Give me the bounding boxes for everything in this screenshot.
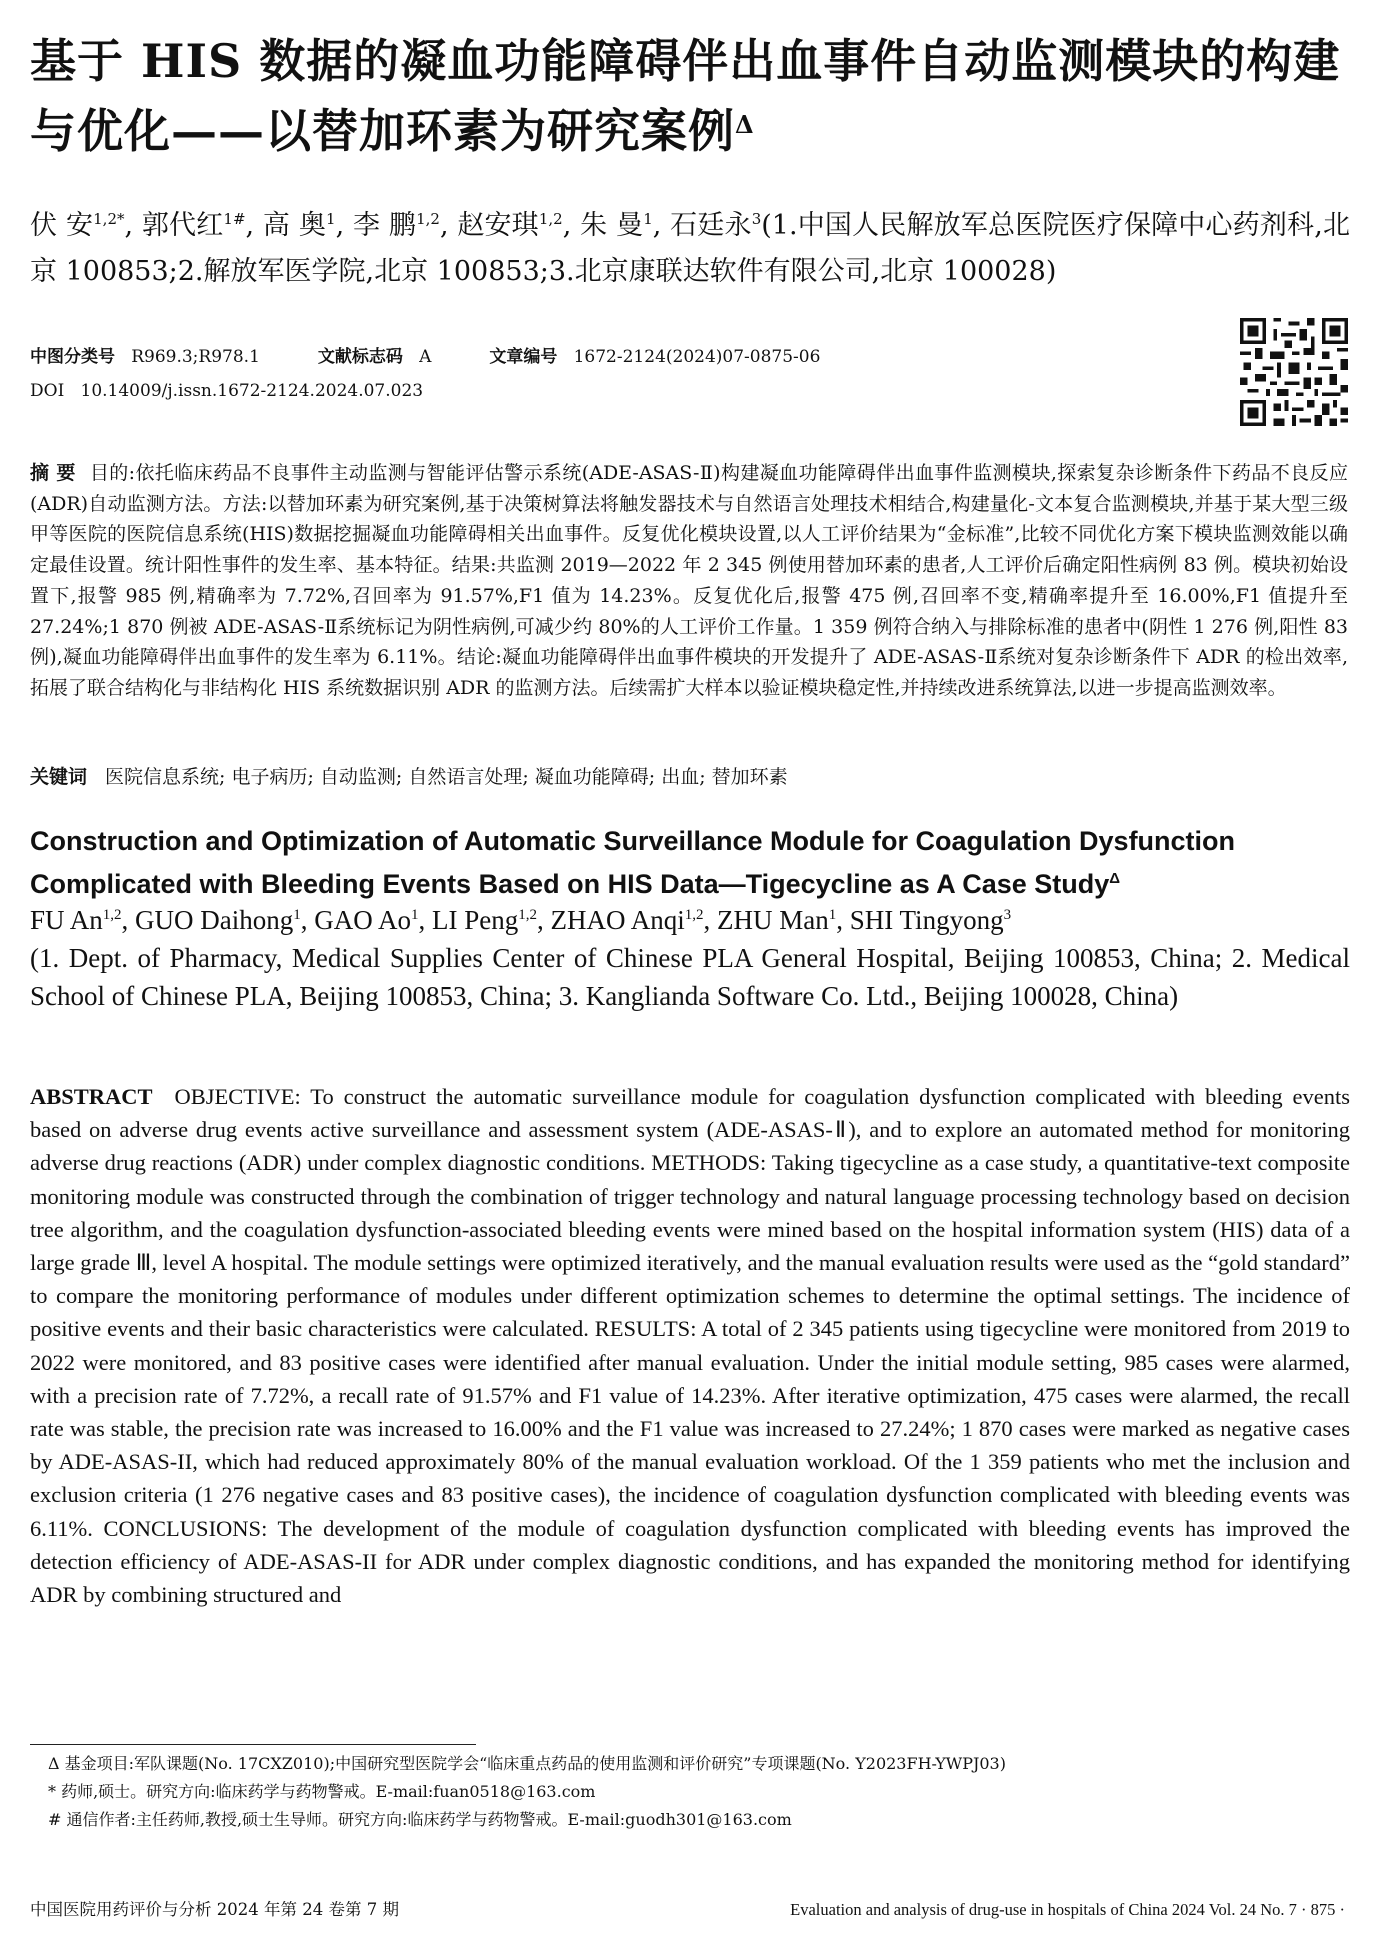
doi-value: 10.14009/j.issn.1672-2124.2024.07.023 xyxy=(80,381,424,401)
chinese-keywords-text: 医院信息系统; 电子病历; 自动监测; 自然语言处理; 凝血功能障碍; 出血; 替加环素 xyxy=(105,766,788,788)
author-cn: 郭代红$^{1\#}$ xyxy=(141,210,246,241)
author-en: FU An$^{1,2}$ xyxy=(30,905,122,935)
footnote-divider xyxy=(30,1744,476,1745)
author-cn: 赵安琪$^{1,2}$ xyxy=(457,210,563,241)
article-no-value: 1672-2124(2024)07-0875-06 xyxy=(573,347,821,367)
english-abstract xyxy=(30,1080,1350,1611)
author-en: GAO Ao$^1$ xyxy=(314,905,419,935)
chinese-keywords xyxy=(30,762,1348,792)
footnote-corresponding-author: # 通信作者:主任药师,教授,硕士生导师。研究方向:临床药学与药物警戒。E-mail:guodh301@163.com xyxy=(48,1810,792,1829)
english-title-fund-mark: Δ xyxy=(1109,870,1121,887)
chinese-title xyxy=(30,26,1350,166)
chinese-keywords-label: 关键词 xyxy=(30,766,88,788)
english-title-text: Construction and Optimization of Automatic Surveillance Module for Coagulation Dysfunction Complicated with Bleeding Events Based on HIS Data—Tigecycline as A Case Study xyxy=(30,826,1236,899)
qr-code-icon xyxy=(1240,318,1348,426)
chinese-authors: 伏 安$^{1,2*}$, 郭代红$^{1\#}$, 高 奥$^1$, 李 鹏$^{1,2}$, 赵安琪$^{1,2}$, 朱 曼$^1$, 石廷永$^3$(1.中国人民解放军总医院医疗保障中心药剂科,北京 100853;2.解放军医学院,北京 100853;3.北京康联达软件有限公司,北京 100028) xyxy=(30,210,1351,287)
author-en: ZHAO Anqi$^{1,2}$ xyxy=(550,905,704,935)
author-cn: 伏 安$^{1,2*}$ xyxy=(30,210,125,241)
clc-label: 中图分类号 xyxy=(30,347,115,367)
author-en: SHI Tingyong$^3$ xyxy=(849,905,1012,935)
classification-line xyxy=(30,344,820,370)
doi-label: DOI xyxy=(30,381,65,401)
author-cn: 朱 曼$^1$ xyxy=(580,210,653,241)
english-title xyxy=(30,822,1350,903)
footer-journal-en: Evaluation and analysis of drug-use in hospitals of China 2024 Vol. 24 No. 7 · 875 · xyxy=(790,1900,1345,1919)
author-cn: 石廷永$^3$ xyxy=(670,210,762,241)
english-abstract-text: OBJECTIVE: To construct the automatic surveillance module for coagulation dysfunction complicated with bleeding events based on adverse drug events active surveillance and assessment system (ADE-ASAS-Ⅱ), and to explore an automated method for monitoring adverse drug reactions (ADR) under complex diagnostic conditions. METHODS: Taking tigecycline as a case study, a quantitative-text composite monitoring module was constructed through the combination of trigger technology and natural language processing technology based on decision tree algorithm, and the coagulation dysfunction-associated bleeding events were mined based on the hospital information system (HIS) data of a large grade Ⅲ, level A hospital. The module settings were optimized iteratively, and the manual evaluation results were used as the “gold standard” to compare the monitoring performance of modules under different optimization schemes to determine the optimal settings. The incidence of positive events and their basic characteristics were calculated. RESULTS: A total of 2 345 patients using tigecycline were monitored from 2019 to 2022 were monitored, and 83 positive cases were identified after manual evaluation. Under the initial module setting, 985 cases were alarmed, with a precision rate of 7.72%, a recall rate of 91.57% and F1 value of 14.23%. After iterative optimization, 475 cases were alarmed, the recall rate was stable, the precision rate was increased to 16.00% and the F1 value was increased to 27.24%; 1 870 cases were marked as negative cases by ADE-ASAS-II, which had reduced approximately 80% of the manual evaluation workload. Of the 1 359 patients who met the inclusion and exclusion criteria (1 276 negative cases and 83 positive cases), the incidence of coagulation dysfunction complicated with bleeding events was 6.11%. CONCLUSIONS: The development of the module of coagulation dysfunction complicated with bleeding events has improved the detection efficiency of ADE-ASAS-II for ADR under complex diagnostic conditions, and has expanded the monitoring method for identifying ADR by combining structured and xyxy=(30,1084,1350,1608)
english-affiliations: (1. Dept. of Pharmacy, Medical Supplies Center of Chinese PLA General Hospital, Beijing 100853, China; 2. Medical School of Chinese PLA, Beijing 100853, China; 3. Kanglianda Software Co. Ltd., Beijing 100028, China) xyxy=(30,943,1350,1011)
chinese-abstract-label: 摘 要 xyxy=(30,462,76,484)
footer-journal-cn: 中国医院用药评价与分析 2024 年第 24 卷第 7 期 xyxy=(30,1900,399,1919)
footnote-funding: Δ 基金项目:军队课题(No. 17CXZ010);中国研究型医院学会“临床重点药品的使用监测和评价研究”专项课题(No. Y2023FH-YWPJ03) xyxy=(48,1754,1006,1773)
clc-value: R969.3;R978.1 xyxy=(131,347,260,367)
chinese-affiliations: (1.中国人民解放军总医院医疗保障中心药剂科,北京 100853;2.解放军医学院,北京 100853;3.北京康联达软件有限公司,北京 100028) xyxy=(30,210,1351,287)
doi-line xyxy=(30,378,423,404)
author-cn: 高 奥$^1$ xyxy=(262,210,336,241)
author-en: GUO Daihong$^1$ xyxy=(135,905,301,935)
chinese-title-fund-mark: Δ xyxy=(735,110,755,139)
author-cn: 李 鹏$^{1,2}$ xyxy=(352,210,440,241)
english-authors: FU An$^{1,2}$, GUO Daihong$^1$, GAO Ao$^1$, LI Peng$^{1,2}$, ZHAO Anqi$^{1,2}$, ZHU Man$^1$, SHI Tingyong$^3$ (1. Dept. of Pharmacy, Medical Supplies Center of Chinese PLA General Hospital, Beijing 100853, China; 2. Medical School of Chinese PLA, Beijing 100853, China; 3. Kanglianda Software Co. Ltd., Beijing 100028, China) xyxy=(30,905,1350,1011)
chinese-abstract-text: 目的:依托临床药品不良事件主动监测与智能评估警示系统(ADE-ASAS-Ⅱ)构建凝血功能障碍伴出血事件监测模块,探索复杂诊断条件下药品不良反应(ADR)自动监测方法。方法:以替加环素为研究案例,基于决策树算法将触发器技术与自然语言处理技术相结合,构建量化-文本复合监测模块,并基于某大型三级甲等医院的医院信息系统(HIS)数据挖掘凝血功能障碍相关出血事件。反复优化模块设置,以人工评价结果为“金标准”,比较不同优化方案下模块监测效能以确定最佳设置。统计阳性事件的发生率、基本特征。结果:共监测 2019—2022 年 2 345 例使用替加环素的患者,人工评价后确定阳性病例 83 例。模块初始设置下,报警 985 例,精确率为 7.72%,召回率为 91.57%,F1 值为 14.23%。反复优化后,报警 475 例,召回率不变,精确率提升至 16.00%,F1 值提升至 27.24%;1 870 例被 ADE-ASAS-Ⅱ系统标记为阴性病例,可减少约 80%的人工评价工作量。1 359 例符合纳入与排除标准的患者中(阴性 1 276 例,阳性 83 例),凝血功能障碍伴出血事件的发生率为 6.11%。结论:凝血功能障碍伴出血事件模块的开发提升了 ADE-ASAS-Ⅱ系统对复杂诊断条件下 ADR 的检出效率,拓展了联合结构化与非结构化 HIS 系统数据识别 ADR 的监测方法。后续需扩大样本以验证模块稳定性,并持续改进系统算法,以进一步提高监测效率。 xyxy=(30,462,1348,699)
doc-code-label: 文献标志码 xyxy=(317,347,403,367)
doc-code-value: A xyxy=(419,347,432,367)
chinese-abstract xyxy=(30,458,1348,704)
footnote-first-author: * 药师,硕士。研究方向:临床药学与药物警戒。E-mail:fuan0518@163.com xyxy=(48,1782,596,1801)
article-no-label: 文章编号 xyxy=(489,347,558,367)
english-abstract-label: ABSTRACT xyxy=(30,1084,153,1109)
author-en: ZHU Man$^1$ xyxy=(717,905,837,935)
author-en: LI Peng$^{1,2}$ xyxy=(432,905,538,935)
chinese-title-text: 基于 HIS 数据的凝血功能障碍伴出血事件自动监测模块的构建与优化——以替加环素为研究案例 xyxy=(30,34,1341,158)
